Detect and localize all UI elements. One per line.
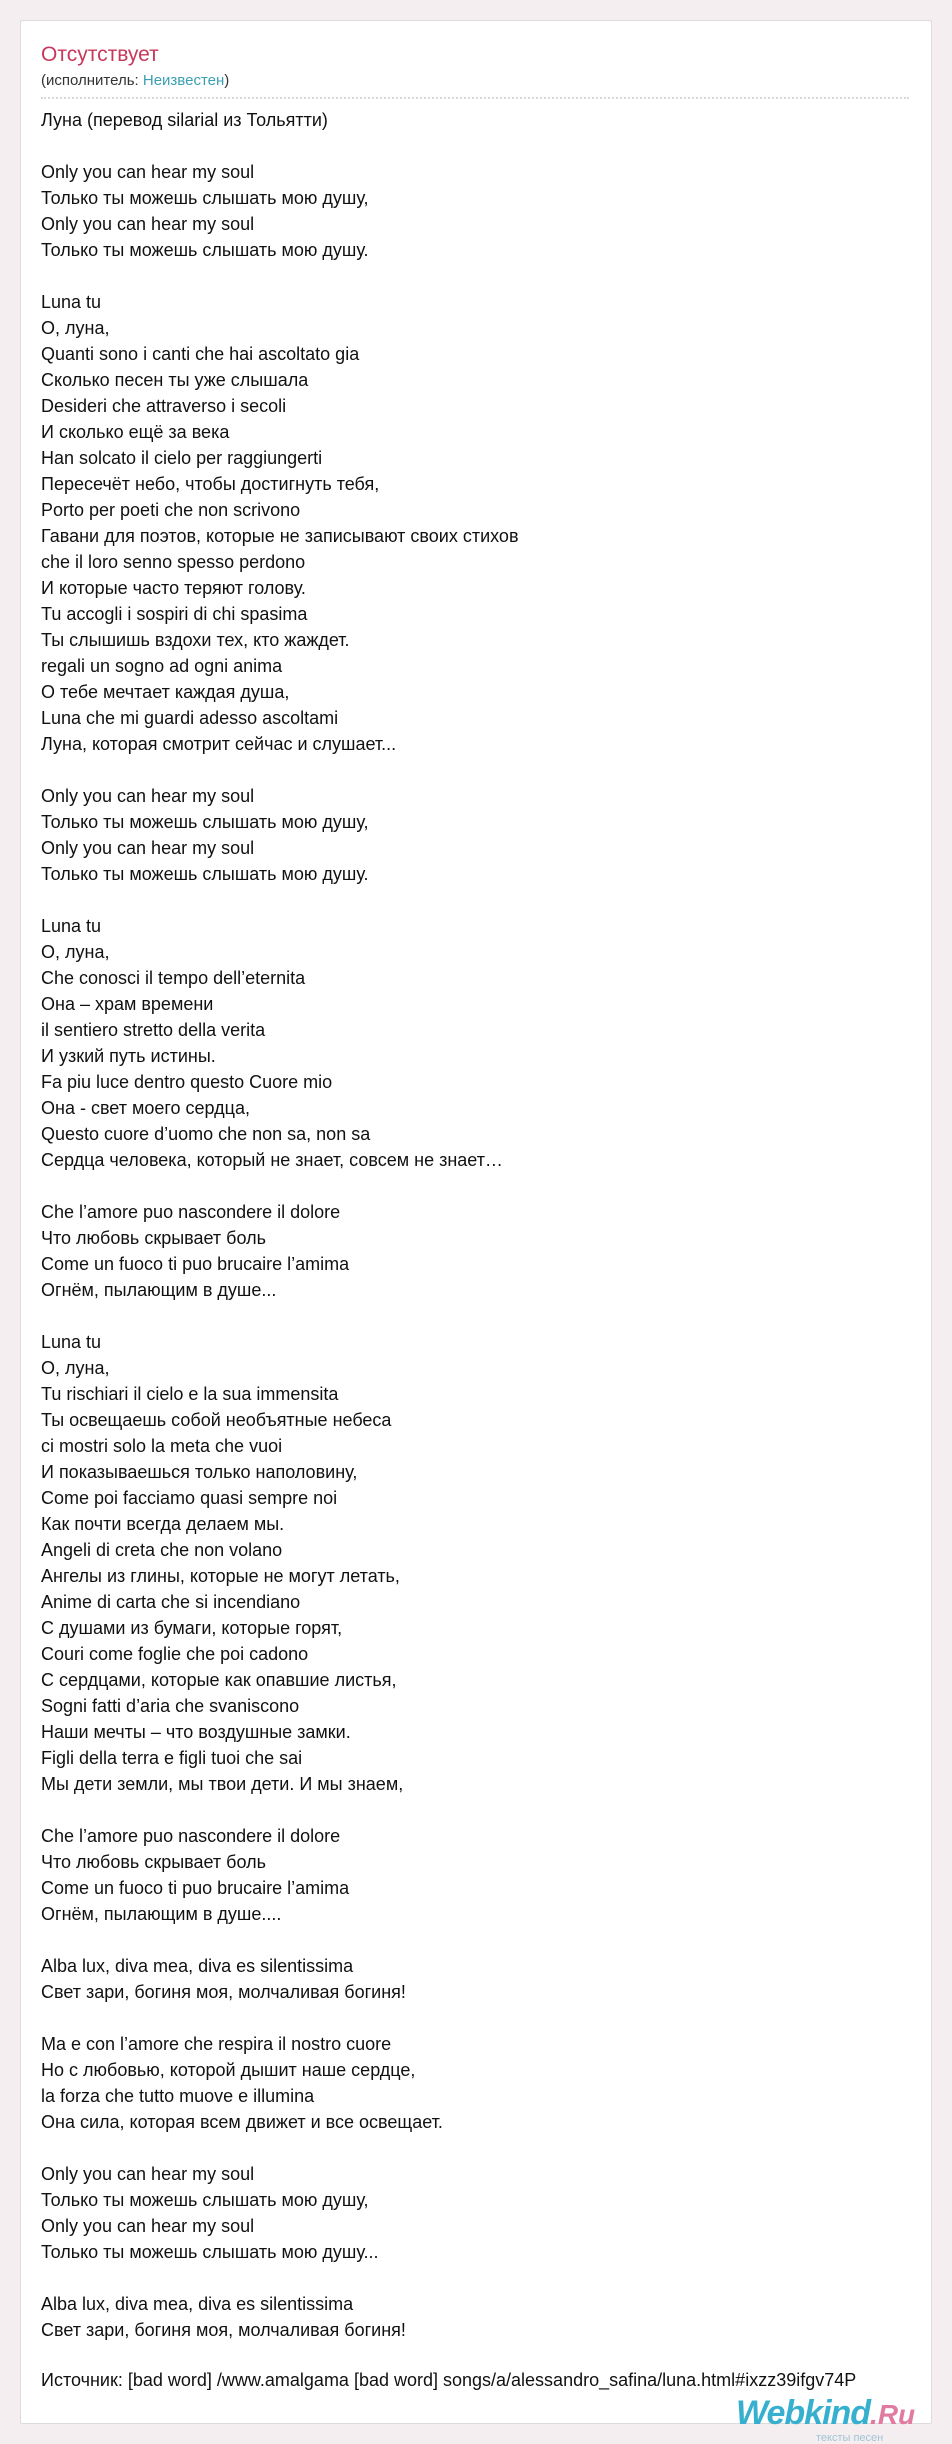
logo-ru: .Ru [870, 2399, 916, 2430]
lyric-line: Сколько песен ты уже слышала [41, 370, 309, 390]
song-title: Отсутствует [41, 43, 159, 66]
lyric-line: Luna tu [41, 292, 102, 312]
lyrics-text [41, 107, 921, 2343]
lyric-line: Che l’amore puo nascondere il dolore [41, 1202, 341, 1222]
song-header [41, 41, 911, 91]
lyric-line: Наши мечты – что воздушные замки. [41, 1722, 351, 1742]
lyric-line: С сердцами, которые как опавшие листья, [41, 1670, 397, 1690]
lyric-line: Только ты можешь слышать мою душу... [41, 2242, 379, 2262]
lyric-line: Что любовь скрывает боль [41, 1852, 266, 1872]
lyric-line: О, луна, [41, 318, 110, 338]
lyric-line: Ma e con l’amore che respira il nostro cuore [41, 2034, 392, 2054]
lyric-line: Она – храм времени [41, 994, 214, 1014]
performer-suffix: ) [224, 72, 230, 89]
lyric-line: Couri come foglie che poi cadono [41, 1644, 309, 1664]
stanza-gap [41, 757, 921, 783]
lyric-line: Tu accogli i sospiri di chi spasima [41, 604, 308, 624]
lyric-line: Only you can hear my soul [41, 214, 255, 234]
lyric-line: Луна (перевод silarial из Тольятти) [41, 110, 328, 130]
lyric-line: О, луна, [41, 1358, 110, 1378]
stanza-gap [41, 2265, 921, 2291]
lyric-line: Только ты можешь слышать мою душу, [41, 188, 369, 208]
lyric-line: la forza che tutto muove e illumina [41, 2086, 315, 2106]
lyric-line: Questo cuore d’uomo che non sa, non sa [41, 1124, 371, 1144]
lyric-line: Ангелы из глины, которые не могут летать, [41, 1566, 400, 1586]
lyric-line: Han solcato il cielo per raggiungerti [41, 448, 323, 468]
lyric-line: Как почти всегда делаем мы. [41, 1514, 285, 1534]
lyric-line: Только ты можешь слышать мою душу. [41, 240, 369, 260]
lyric-line: Only you can hear my soul [41, 162, 255, 182]
lyric-line: Luna tu [41, 1332, 102, 1352]
lyric-line: И показываешься только наполовину, [41, 1462, 358, 1482]
lyric-line: Only you can hear my soul [41, 838, 255, 858]
lyric-line: Ты освещаешь собой необъятные небеса [41, 1410, 392, 1430]
lyric-line: Она - свет моего сердца, [41, 1098, 250, 1118]
lyric-line: Che l’amore puo nascondere il dolore [41, 1826, 341, 1846]
stanza-gap [41, 263, 921, 289]
lyric-line: che il loro senno spesso perdono [41, 552, 306, 572]
lyric-line: Porto per poeti che non scrivono [41, 500, 301, 520]
lyric-line: Come un fuoco ti puo brucaire l’amima [41, 1878, 350, 1898]
lyric-line: Figli della terra e figli tuoi che sai [41, 1748, 303, 1768]
webkind-logo[interactable] [736, 2394, 936, 2444]
lyric-line: Desideri che attraverso i secoli [41, 396, 287, 416]
lyric-line: О, луна, [41, 942, 110, 962]
lyric-line: Alba lux, diva mea, diva es silentissima [41, 1956, 354, 1976]
lyric-line: Anime di carta che si incendiano [41, 1592, 301, 1612]
lyric-line: Luna che mi guardi adesso ascoltami [41, 708, 339, 728]
lyric-line: Ты слышишь вздохи тех, кто жаждет. [41, 630, 350, 650]
lyric-line: Only you can hear my soul [41, 2164, 255, 2184]
lyric-line: Only you can hear my soul [41, 2216, 255, 2236]
lyric-line: Сердца человека, который не знает, совсем не знает… [41, 1150, 503, 1170]
lyric-line: Огнём, пылающим в душе... [41, 1280, 277, 1300]
lyric-line: Fa piu luce dentro questo Cuore mio [41, 1072, 333, 1092]
performer-prefix: (исполнитель: [41, 72, 143, 89]
lyric-line: Но с любовью, которой дышит наше сердце, [41, 2060, 416, 2080]
lyric-line: Огнём, пылающим в душе.... [41, 1904, 282, 1924]
lyric-line: Only you can hear my soul [41, 786, 255, 806]
lyric-line: Она сила, которая всем движет и все освещает. [41, 2112, 443, 2132]
lyric-line: Come un fuoco ti puo brucaire l’amima [41, 1254, 350, 1274]
lyric-line: Tu rischiari il cielo e la sua immensita [41, 1384, 339, 1404]
lyric-line: Пересечёт небо, чтобы достигнуть тебя, [41, 474, 380, 494]
lyric-line: Angeli di creta che non volano [41, 1540, 283, 1560]
lyric-line: Что любовь скрывает боль [41, 1228, 266, 1248]
lyric-line: И узкий путь истины. [41, 1046, 216, 1066]
lyric-line: Свет зари, богиня моя, молчаливая богиня! [41, 2320, 406, 2340]
lyric-line: Мы дети земли, мы твои дети. И мы знаем, [41, 1774, 404, 1794]
lyric-line: Luna tu [41, 916, 102, 936]
lyric-line: Только ты можешь слышать мою душу. [41, 864, 369, 884]
stanza-gap [41, 2005, 921, 2031]
lyric-line: Come poi facciamo quasi sempre noi [41, 1488, 338, 1508]
performer-link[interactable]: Неизвестен [142, 72, 225, 89]
lyric-line: il sentiero stretto della verita [41, 1020, 266, 1040]
logo-word: Webkind [736, 2394, 871, 2432]
source-line: Источник: [bad word] /www.amalgama [bad word] songs/a/alessandro_safina/luna.html#ixzz39ifgv74P [41, 2370, 857, 2390]
lyric-line: Свет зари, богиня моя, молчаливая богиня! [41, 1982, 406, 2002]
stanza-gap [41, 2135, 921, 2161]
lyric-line: ci mostri solo la meta che vuoi [41, 1436, 283, 1456]
stanza-gap [41, 133, 921, 159]
lyric-line: Только ты можешь слышать мою душу, [41, 2190, 369, 2210]
stanza-gap [41, 887, 921, 913]
stanza-gap [41, 1173, 921, 1199]
lyric-line: Quanti sono i canti che hai ascoltato gia [41, 344, 360, 364]
lyric-line: О тебе мечтает каждая душа, [41, 682, 290, 702]
lyric-line: Только ты можешь слышать мою душу, [41, 812, 369, 832]
lyric-line: Alba lux, diva mea, diva es silentissima [41, 2294, 354, 2314]
stanza-gap [41, 1303, 921, 1329]
lyric-line: Sogni fatti d’aria che svaniscono [41, 1696, 300, 1716]
stanza-gap [41, 1797, 921, 1823]
lyric-line: С душами из бумаги, которые горят, [41, 1618, 343, 1638]
lyric-line: regali un sogno ad ogni anima [41, 656, 283, 676]
lyric-line: И которые часто теряют голову. [41, 578, 306, 598]
lyric-line: Che conosci il tempo dell’eternita [41, 968, 306, 988]
stanza-gap [41, 1927, 921, 1953]
lyric-line: Гавани для поэтов, которые не записывают своих стихов [41, 526, 519, 546]
logo-tagline: тексты песен [816, 2432, 884, 2444]
performer-line [41, 71, 911, 91]
lyric-line: И сколько ещё за века [41, 422, 230, 442]
lyrics-card [20, 20, 932, 2444]
dotted-divider [41, 97, 909, 99]
lyric-line: Луна, которая смотрит сейчас и слушает... [41, 734, 397, 754]
